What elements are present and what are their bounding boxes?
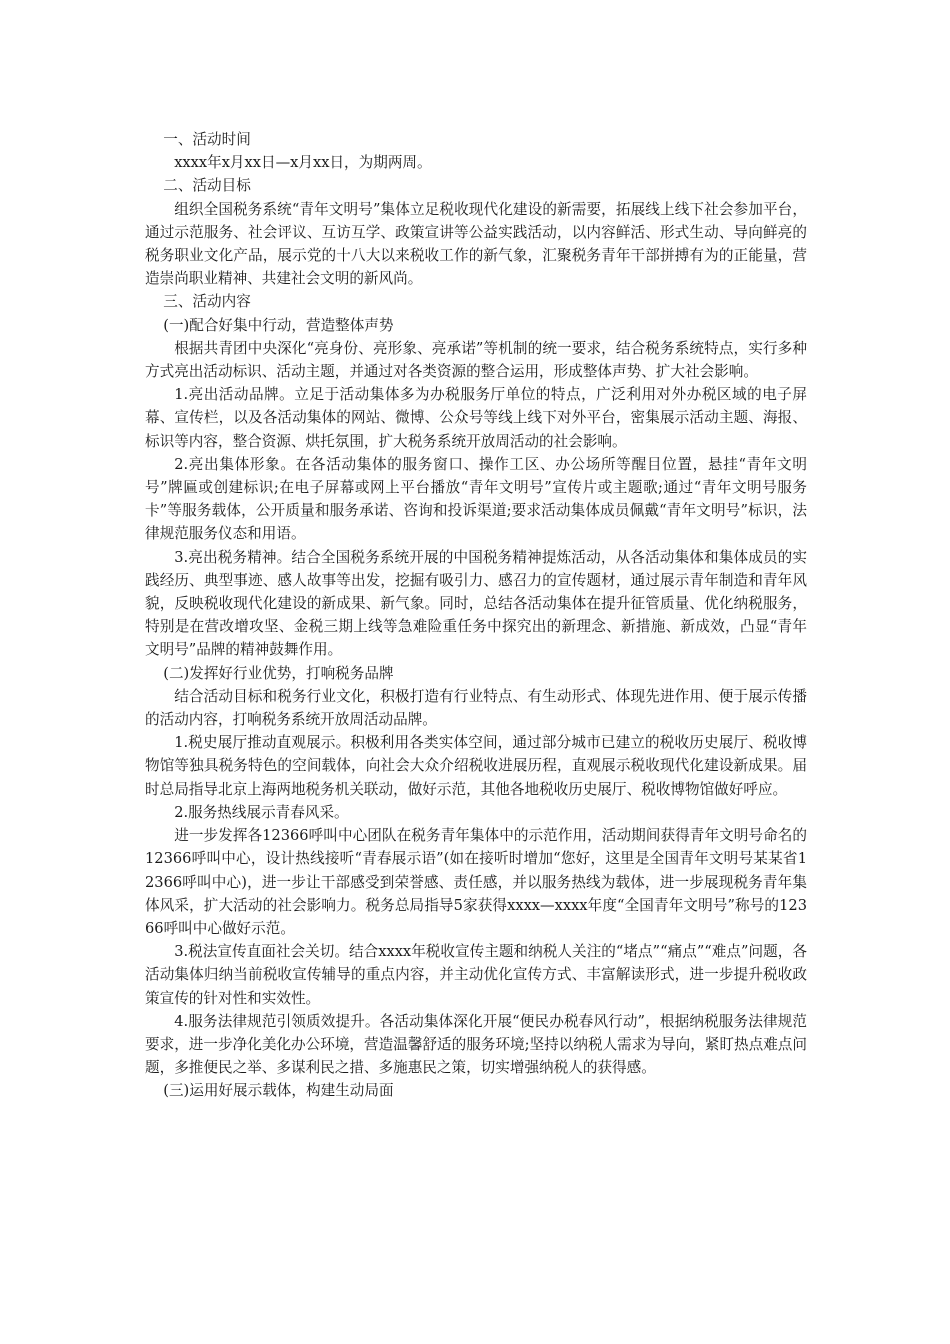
subsection-1-item-1: 1.亮出活动品牌。立足于活动集体多为办税服务厅单位的特点，广泛利用对外办税区域的电子屏幕、宣传栏，以及各活动集体的网站、微博、公众号等线上线下对外平台，密集展示活动主题、海报、标识等内容，整合资源、烘托氛围，扩大税务系统开放周活动的社会影响。: [145, 386, 807, 450]
subsection-heading-2: (二)发挥好行业优势，打响税务品牌: [163, 664, 394, 682]
subsection-2-item-1: 1.税史展厅推动直观展示。积极利用各类实体空间，通过部分城市已建立的税收历史展厅、税收博物馆等独具税务特色的空间载体，向社会大众介绍税收进展历程，直观展示税收现代化建设新成果。届时总局指导北京上海两地税务机关联动，做好示范，其他各地税收历史展厅、税收博物馆做好呼应。: [145, 734, 807, 798]
subsection-2-item-3: 3.税法宣传直面社会关切。结合xxxx年税收宣传主题和纳税人关注的“堵点”“痛点”“难点”问题，各活动集体归纳当前税收宣传辅导的重点内容，并主动优化宣传方式、丰富解读形式，进一步提升税收政策宣传的针对性和实效性。: [145, 943, 807, 1007]
activity-time-text: xxxx年x月xx日—x月xx日，为期两周。: [174, 154, 432, 172]
subsection-1-intro: 根据共青团中央深化“亮身份、亮形象、亮承诺”等机制的统一要求，结合税务系统特点，实行多种方式亮出活动标识、活动主题，并通过对各类资源的整合运用，形成整体声势、扩大社会影响。: [145, 339, 807, 381]
section-heading-activity-content: 三、活动内容: [163, 293, 251, 311]
subsection-2-item-2: 2.服务热线展示青春风采。: [174, 803, 349, 821]
subsection-1-item-2: 2.亮出集体形象。在各活动集体的服务窗口、操作工区、办公场所等醒目位置，悬挂“青年文明号”牌匾或创建标识;在电子屏幕或网上平台播放“青年文明号”宣传片或主题歌;通过“青年文明号服务卡”等服务载体，公开质量和服务承诺、咨询和投诉渠道;要求活动集体成员佩戴“青年文明号”标识，法律规范服务仪态和用语。: [145, 455, 807, 543]
activity-goal-text: 组织全国税务系统“青年文明号”集体立足税收现代化建设的新需要，拓展线上线下社会参加平台，通过示范服务、社会评议、互访互学、政策宣讲等公益实践活动，以内容鲜活、形式生动、导向鲜亮的税务职业文化产品，展示党的十八大以来税收工作的新气象，汇聚税务青年干部拼搏有为的正能量，营造崇尚职业精神、共建社会文明的新风尚。: [145, 200, 807, 288]
subsection-2-intro: 结合活动目标和税务行业文化，积极打造有行业特点、有生动形式、体现先进作用、便于展示传播的活动内容，打响税务系统开放周活动品牌。: [145, 687, 807, 729]
subsection-2-item-4: 4.服务法律规范引领质效提升。各活动集体深化开展“便民办税春风行动”，根据纳税服务法律规范要求，进一步净化美化办公环境，营造温馨舒适的服务环境;坚持以纳税人需求为导向，紧盯热点难点问题，多推便民之举、多谋利民之措、多施惠民之策，切实增强纳税人的获得感。: [145, 1012, 807, 1077]
section-heading-activity-goal: 二、活动目标: [163, 177, 251, 195]
subsection-1-item-3: 3.亮出税务精神。结合全国税务系统开展的中国税务精神提炼活动，从各活动集体和集体成员的实践经历、典型事迹、感人故事等出发，挖掘有吸引力、感召力的宣传题材，通过展示青年制造和青年风貌，反映税收现代化建设的新成果、新气象。同时，总结各活动集体在提升征管质量、优化纳税服务，特别是在营改增攻坚、金税三期上线等急难险重任务中探究出的新理念、新措施、新成效，凸显“青年文明号”品牌的精神鼓舞作用。: [145, 548, 807, 659]
document-body: [145, 128, 807, 1103]
section-heading-activity-time: 一、活动时间: [163, 131, 251, 148]
subsection-2-item-2-body: 进一步发挥各12366呼叫中心团队在税务青年集体中的示范作用，活动期间获得青年文明号命名的12366呼叫中心，设计热线接听“青春展示语”(如在接听时增加“您好，这里是全国青年文明号某某省12366呼叫中心)，进一步让干部感受到荣誉感、责任感，并以服务热线为载体，进一步展现税务青年集体风采，扩大活动的社会影响力。税务总局指导5家获得xxxx—xxxx年度“全国青年文明号”称号的12366呼叫中心做好示范。: [145, 827, 807, 937]
subsection-heading-1: (一)配合好集中行动，营造整体声势: [163, 316, 394, 334]
subsection-heading-3: (三)运用好展示载体，构建生动局面: [163, 1082, 394, 1100]
